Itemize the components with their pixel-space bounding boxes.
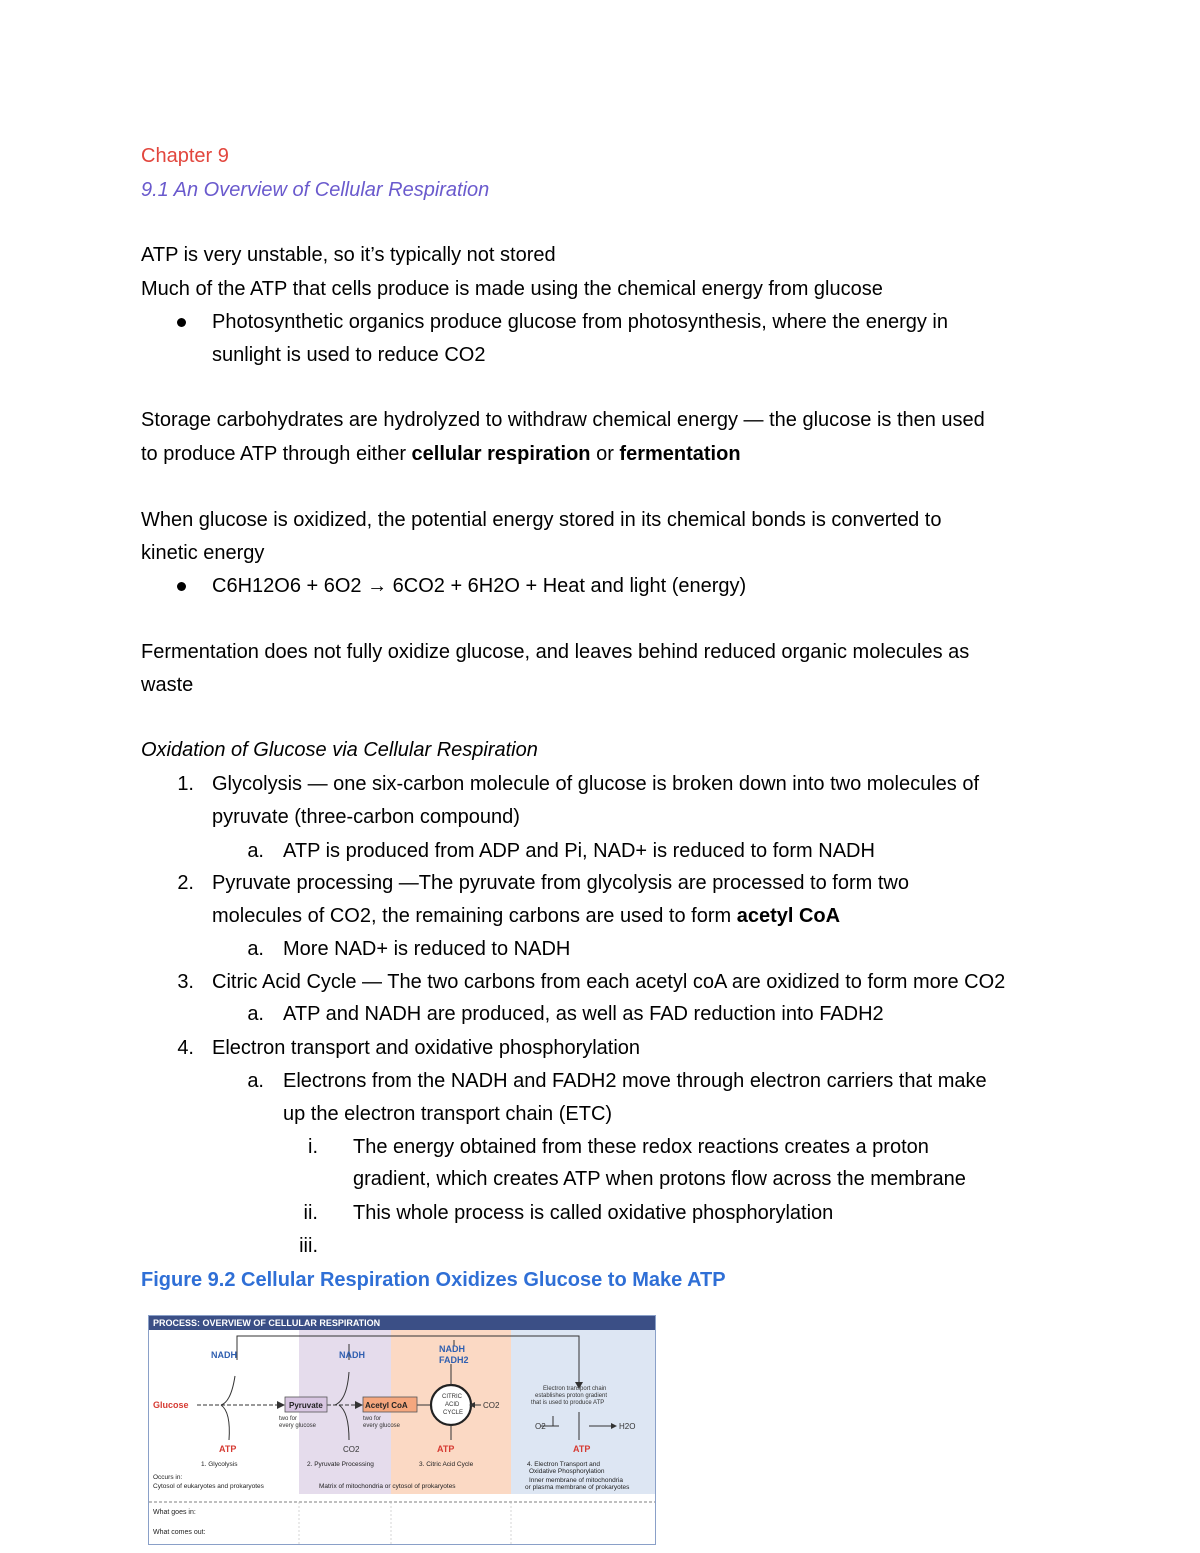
paragraph-line: waste (141, 674, 194, 696)
chapter-heading: Chapter 9 (141, 145, 229, 167)
etc-note: that is used to produce ATP (531, 1400, 605, 1406)
list-item: Electrons from the NADH and FADH2 move through electron carriers that make (283, 1070, 987, 1092)
bold-term: fermentation (619, 443, 741, 465)
list-item: Citric Acid Cycle — The two carbons from each acetyl coA are oxidized to form more CO2 (212, 971, 1006, 993)
list-marker: i. (308, 1136, 318, 1158)
location-label: Cytosol of eukaryotes and prokaryotes (153, 1483, 264, 1490)
respiration-figure (148, 1315, 656, 1545)
bullet-line: Photosynthetic organics produce glucose from photosynthesis, where the energy in (212, 311, 948, 333)
paragraph-line: Much of the ATP that cells produce is made using the chemical energy from glucose (141, 278, 883, 300)
list-item: ATP and NADH are produced, as well as FAD reduction into FADH2 (283, 1003, 884, 1025)
paragraph-line: kinetic energy (141, 542, 265, 564)
paragraph-line: Storage carbohydrates are hydrolyzed to withdraw chemical energy — the glucose is then used (141, 409, 985, 431)
stage-label: 3. Citric Acid Cycle (419, 1461, 474, 1468)
subheading: Oxidation of Glucose via Cellular Respiration (141, 739, 538, 761)
bold-term: acetyl CoA (736, 905, 841, 927)
paragraph-line: When glucose is oxidized, the potential energy stored in its chemical bonds is converted to (141, 509, 942, 531)
equation-line: C6H12O6 + 6O2 → 6CO2 + 6H2O + Heat and light (energy) (212, 575, 747, 597)
o2-label: O2 (535, 1422, 546, 1431)
co2-label: CO2 (343, 1445, 360, 1454)
per-glucose-note: every glucose (279, 1423, 317, 1429)
list-marker: iii. (299, 1235, 318, 1257)
cycle-label: CYCLE (443, 1410, 464, 1416)
cycle-label: ACID (445, 1402, 460, 1408)
bullet-line: sunlight is used to reduce CO2 (212, 344, 486, 366)
atp-label: ATP (573, 1444, 591, 1454)
list-marker: a. (247, 1003, 264, 1025)
list-item: This whole process is called oxidative phosphorylation (353, 1202, 834, 1224)
list-marker: a. (247, 938, 264, 960)
comes-out-label: What comes out: (153, 1529, 206, 1536)
section-heading: 9.1 An Overview of Cellular Respiration (141, 179, 490, 201)
list-item: The energy obtained from these redox reactions creates a proton (353, 1136, 929, 1158)
fadh2-label: FADH2 (439, 1355, 469, 1365)
paragraph-line: to produce ATP through either cellular respiration or fermentation (141, 443, 741, 465)
location-label: Matrix of mitochondria or cytosol of prokaryotes (319, 1483, 456, 1490)
cycle-label: CITRIC (442, 1394, 462, 1400)
list-marker: ii. (303, 1202, 318, 1224)
figure-header: PROCESS: OVERVIEW OF CELLULAR RESPIRATION (149, 1316, 656, 1330)
atp-label: ATP (219, 1444, 237, 1454)
bullet-dot (177, 582, 186, 591)
nadh-label: NADH (439, 1344, 465, 1354)
list-marker: 4. (177, 1037, 194, 1059)
h2o-label: H2O (619, 1422, 636, 1431)
list-item: pyruvate (three-carbon compound) (212, 806, 520, 828)
location-label: Inner membrane of mitochondria (529, 1477, 623, 1484)
per-glucose-note: two for (363, 1416, 382, 1422)
list-item: up the electron transport chain (ETC) (283, 1103, 613, 1125)
bullet-dot (177, 318, 186, 327)
list-item: Electron transport and oxidative phosphorylation (212, 1037, 641, 1059)
figure-title: Figure 9.2 Cellular Respiration Oxidizes Glucose to Make ATP (141, 1269, 726, 1291)
paragraph-line: ATP is very unstable, so it’s typically not stored (141, 244, 556, 266)
bold-term: cellular respiration (411, 443, 591, 465)
list-item: More NAD+ is reduced to NADH (283, 938, 571, 960)
etc-note: establishes proton gradient (535, 1393, 608, 1399)
etc-note: Electron transport chain (543, 1386, 607, 1392)
list-item: gradient, which creates ATP when protons flow across the membrane (353, 1168, 966, 1190)
location-label: Occurs in: (153, 1474, 183, 1481)
list-item: ATP is produced from ADP and Pi, NAD+ is reduced to form NADH (283, 840, 875, 862)
goes-in-label: What goes in: (153, 1509, 196, 1516)
list-marker: a. (247, 1070, 264, 1092)
list-item: Pyruvate processing —The pyruvate from glycolysis are processed to form two (212, 872, 909, 894)
stage-label: Oxidative Phosphorylation (529, 1468, 605, 1475)
nadh-label: NADH (211, 1350, 237, 1360)
respiration-diagram (149, 1316, 655, 1544)
list-marker: 3. (177, 971, 194, 993)
per-glucose-note: every glucose (363, 1423, 401, 1429)
stage-label: 2. Pyruvate Processing (307, 1461, 374, 1468)
stage-label: 4. Electron Transport and (527, 1461, 600, 1468)
list-marker: 1. (177, 773, 194, 795)
glucose-label: Glucose (153, 1400, 189, 1410)
paragraph-line: Fermentation does not fully oxidize glucose, and leaves behind reduced organic molecules as (141, 641, 970, 663)
nadh-label: NADH (339, 1350, 365, 1360)
co2-label: CO2 (483, 1401, 500, 1410)
per-glucose-note: two for (279, 1416, 298, 1422)
atp-label: ATP (437, 1444, 455, 1454)
list-marker: a. (247, 840, 264, 862)
stage-label: 1. Glycolysis (201, 1461, 238, 1468)
list-item: Glycolysis — one six-carbon molecule of glucose is broken down into two molecules of (212, 773, 980, 795)
list-marker: 2. (177, 872, 194, 894)
list-item: molecules of CO2, the remaining carbons are used to form acetyl CoA (212, 905, 841, 927)
pyruvate-label: Pyruvate (289, 1401, 323, 1410)
location-label: or plasma membrane of prokaryotes (525, 1484, 630, 1491)
acetyl-coa-label: Acetyl CoA (365, 1401, 408, 1410)
